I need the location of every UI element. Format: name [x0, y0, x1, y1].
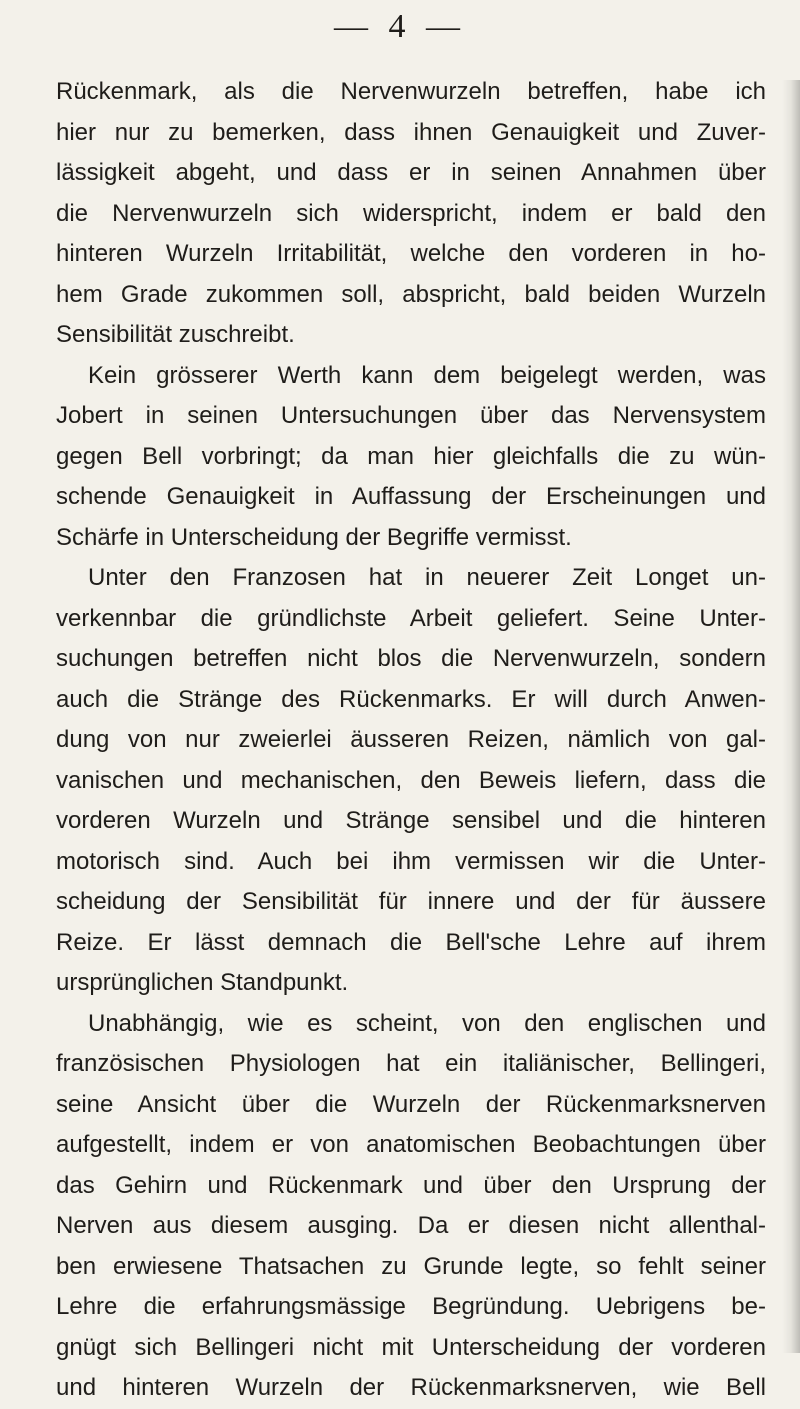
text-line: Sensibilität zuschreibt.: [56, 321, 295, 348]
text-line: die Nervenwurzeln sich widerspricht, indem er bald den: [56, 199, 766, 227]
text-line: Reize. Er lässt demnach die Bell'sche Lehre auf ihrem: [56, 928, 766, 956]
text-line: Unabhängig, wie es scheint, von den englischen und: [88, 1009, 766, 1037]
text-line: und hinteren Wurzeln der Rückenmarksnerven, wie Bell: [56, 1374, 766, 1401]
text-line: Unter den Franzosen hat in neuerer Zeit Longet un-: [88, 564, 766, 591]
text-line: hinteren Wurzeln Irritabilität, welche den vorderen in ho-: [56, 240, 766, 267]
text-line: lässigkeit abgeht, und dass er in seinen Annahmen über: [56, 159, 766, 186]
text-line: suchungen betreffen nicht blos die Nervenwurzeln, sondern: [56, 645, 766, 672]
text-line: schende Genauigkeit in Auffassung der Erscheinungen und: [56, 483, 766, 510]
text-line: seine Ansicht über die Wurzeln der Rückenmarksnerven: [56, 1090, 766, 1118]
text-line: Kein grösserer Werth kann dem beigelegt werden, was: [88, 361, 766, 389]
text-line: verkennbar die gründlichste Arbeit geliefert. Seine Unter-: [56, 604, 766, 632]
text-line: dung von nur zweierlei äusseren Reizen, nämlich von gal-: [56, 726, 766, 753]
text-line: ben erwiesene Thatsachen zu Grunde legte, so fehlt seiner: [56, 1252, 766, 1280]
text-line: Nerven aus diesem ausging. Da er diesen nicht allenthal-: [56, 1212, 766, 1239]
text-line: gegen Bell vorbringt; da man hier gleichfalls die zu wün-: [56, 442, 766, 470]
text-line: aufgestellt, indem er von anatomischen Beobachtungen über: [56, 1131, 766, 1158]
text-line: ursprünglichen Standpunkt.: [56, 969, 349, 996]
text-line: motorisch sind. Auch bei ihm vermissen wir die Unter-: [56, 847, 766, 875]
text-line: Lehre die erfahrungsmässige Begründung. Uebrigens be-: [56, 1293, 766, 1320]
text-line: auch die Stränge des Rückenmarks. Er will durch Anwen-: [56, 685, 766, 713]
text-line: vanischen und mechanischen, den Beweis liefern, dass die: [56, 766, 766, 794]
text-line: das Gehirn und Rückenmark und über den Ursprung der: [56, 1171, 766, 1199]
text-line: scheidung der Sensibilität für innere und der für äussere: [56, 888, 766, 915]
text-line: hem Grade zukommen soll, abspricht, bald beiden Wurzeln: [56, 280, 766, 308]
page-number: — 4 —: [334, 8, 466, 45]
text-line: Schärfe in Unterscheidung der Begriffe vermisst.: [56, 523, 572, 551]
text-line: Rückenmark, als die Nervenwurzeln betreffen, habe ich: [56, 78, 766, 105]
text-line: Jobert in seinen Untersuchungen über das Nervensystem: [56, 402, 766, 429]
text-line: französischen Physiologen hat ein italiänischer, Bellingeri,: [56, 1050, 766, 1077]
text-line: hier nur zu bemerken, dass ihnen Genauigkeit und Zuver-: [56, 118, 766, 146]
text-line: gnügt sich Bellingeri nicht mit Unterscheidung der vorderen: [56, 1333, 766, 1361]
page-edge-shadow: [782, 80, 800, 1353]
body-text: [56, 72, 766, 1409]
text-line: vorderen Wurzeln und Stränge sensibel und die hinteren: [56, 807, 766, 834]
